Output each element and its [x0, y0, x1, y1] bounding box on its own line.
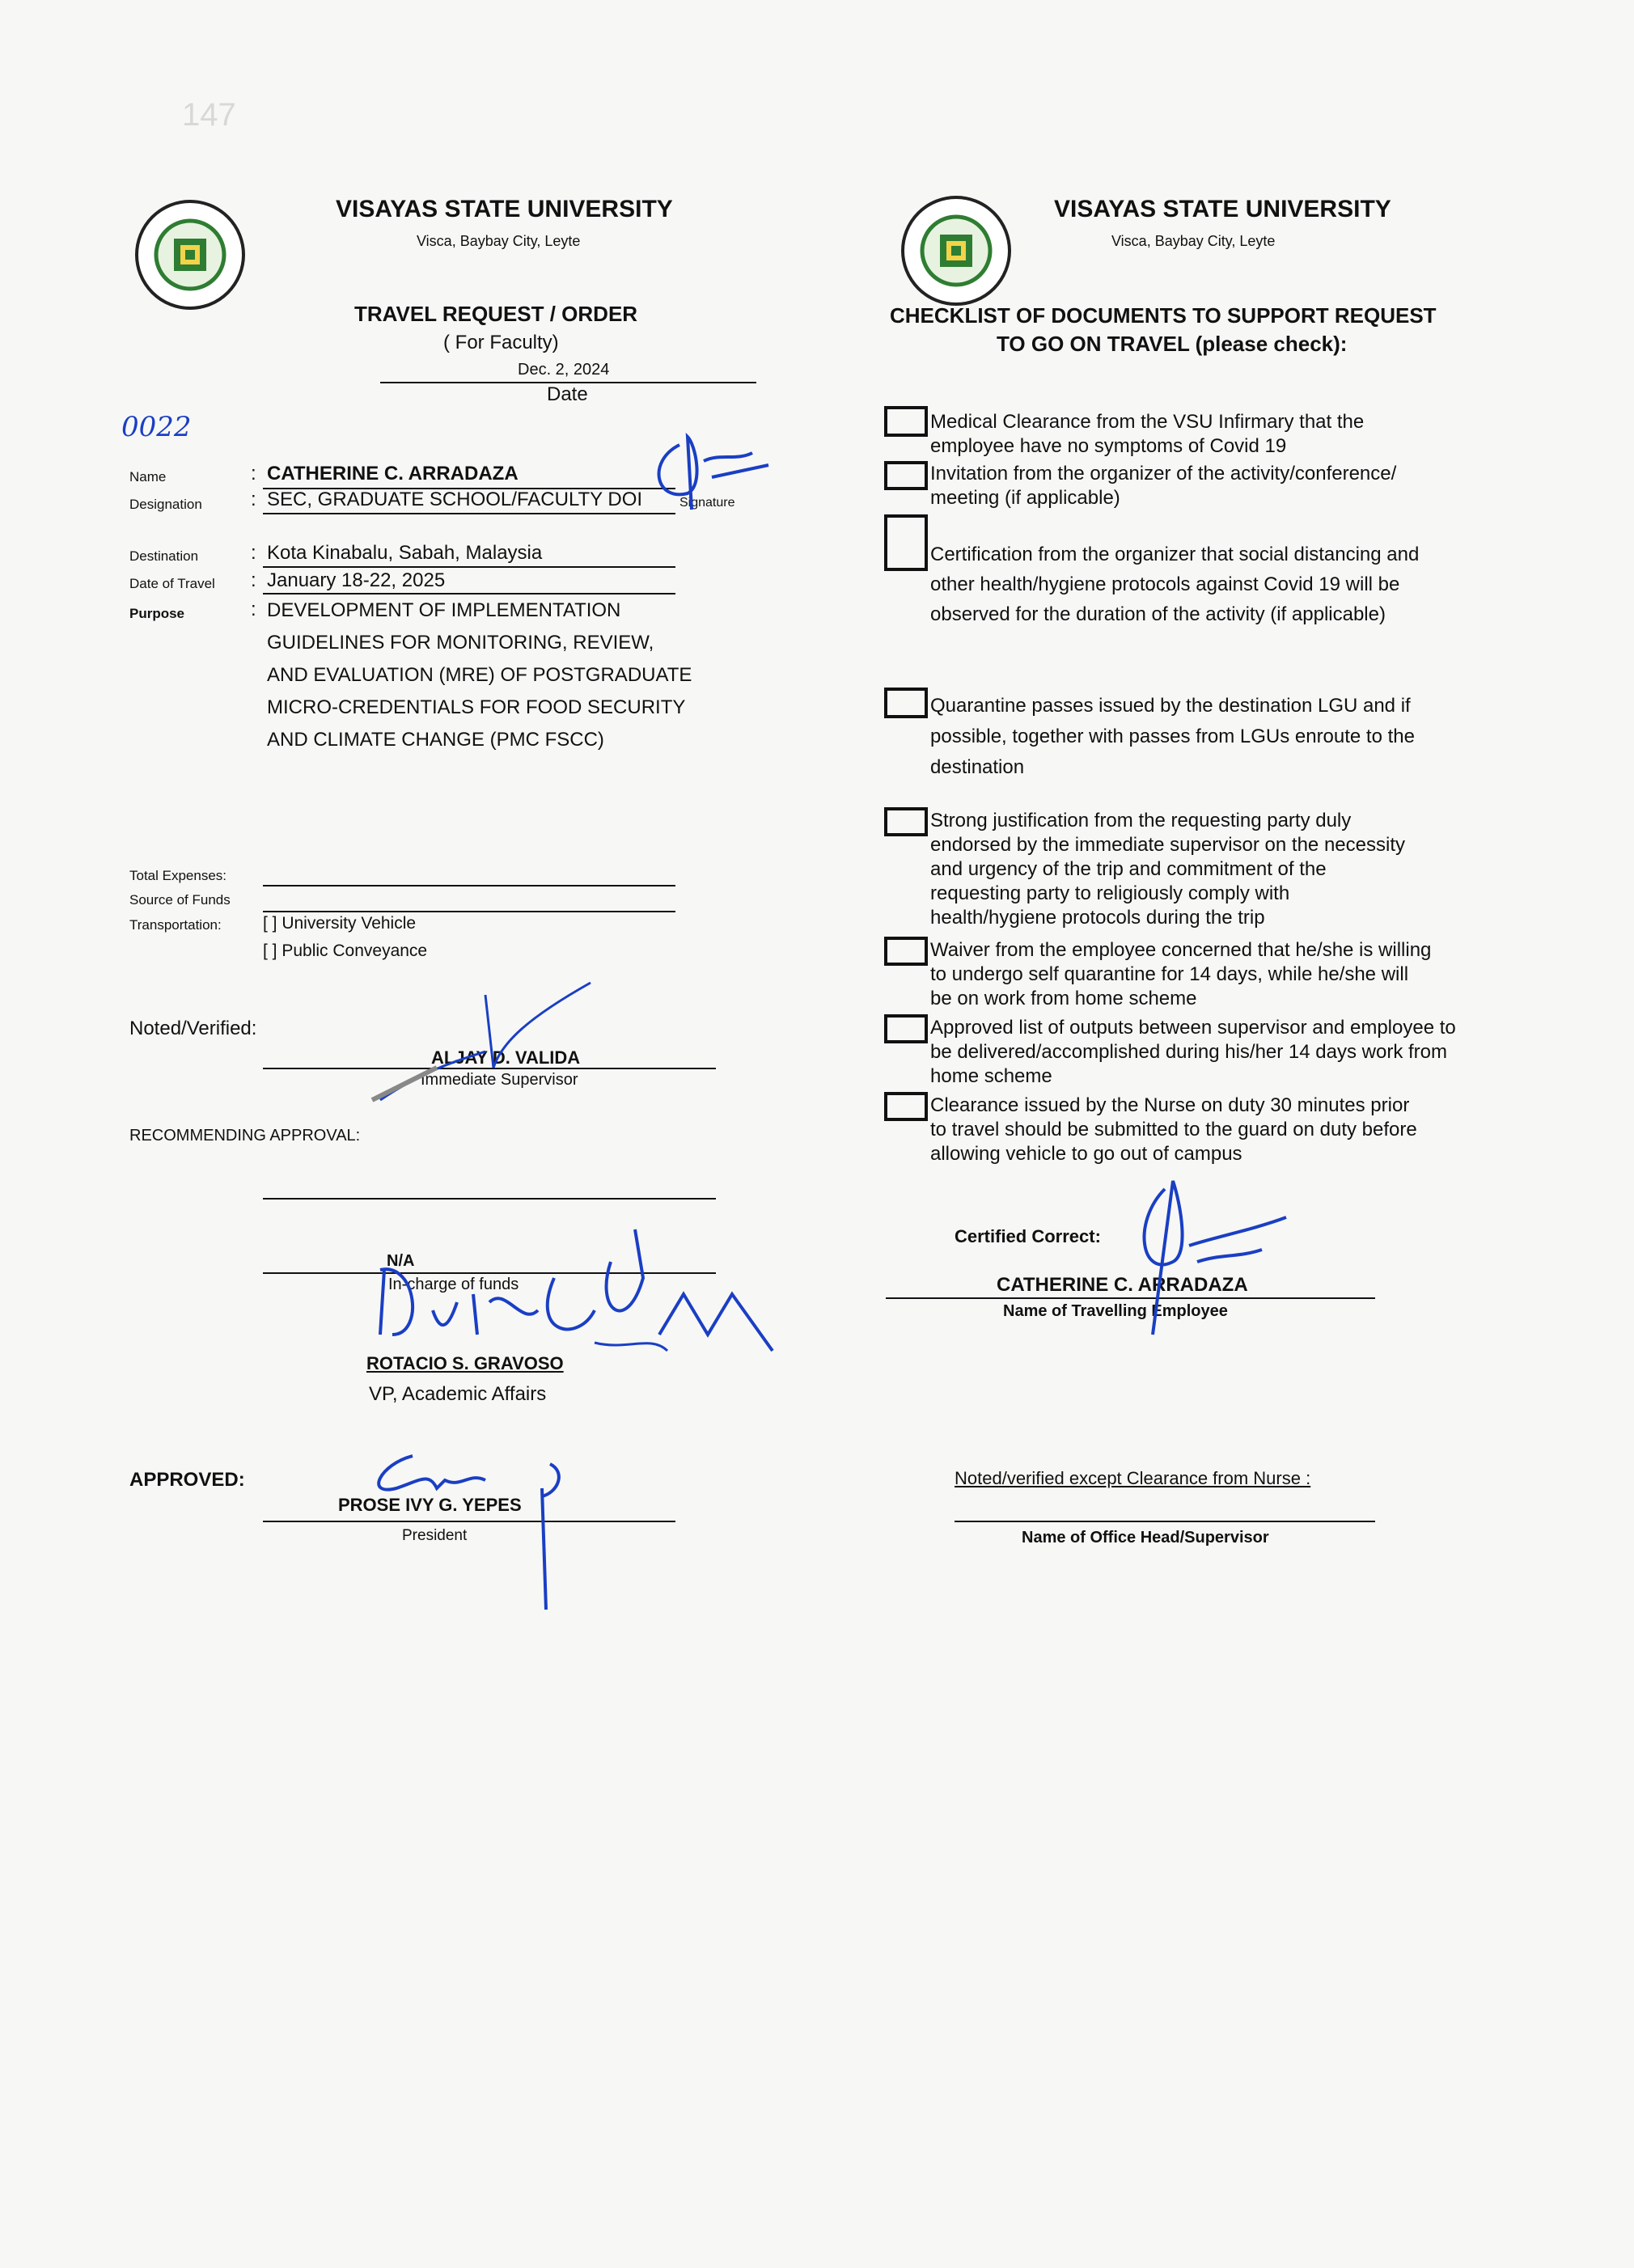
funds-value: N/A: [387, 1252, 415, 1270]
purpose-colon: :: [251, 599, 256, 620]
form-title: TRAVEL REQUEST / ORDER: [354, 302, 638, 326]
university-address: Visca, Baybay City, Leyte: [417, 233, 581, 249]
destination-label: Destination: [129, 548, 199, 564]
employee-name: CATHERINE C. ARRADAZA: [997, 1274, 1248, 1296]
approved-label: APPROVED:: [129, 1469, 245, 1491]
university-name: VISAYAS STATE UNIVERSITY: [336, 196, 673, 222]
designation-label: Designation: [129, 497, 202, 512]
signature-gravoso-icon: [368, 1213, 789, 1391]
purpose-text: [267, 595, 720, 756]
checkbox-invitation[interactable]: [884, 461, 928, 490]
date-of-travel-value: January 18-22, 2025: [267, 569, 446, 591]
date-label: Date: [547, 383, 588, 405]
employee-title: Name of Travelling Employee: [1003, 1302, 1228, 1320]
checklist-item-invitation: Invitation from the organizer of the activity/conference/ meeting (if applicable): [930, 463, 1397, 509]
checklist-item-waiver: Waiver from the employee concerned that he/she is willing to undergo self quarantine for 14 days, while he/she will be on work from home scheme: [930, 939, 1432, 1009]
name-colon: :: [251, 463, 256, 484]
destination-value: Kota Kinabalu, Sabah, Malaysia: [267, 542, 543, 564]
signature-arradaza-icon: [615, 429, 777, 526]
signature-label: Signature: [679, 496, 735, 510]
checkbox-nurse-clearance[interactable]: [884, 1092, 928, 1121]
signature-arradaza-certified-icon: [1116, 1173, 1310, 1351]
funds-title: In-charge of funds: [388, 1276, 519, 1293]
checkbox-medical-clearance[interactable]: [884, 406, 928, 437]
source-of-funds-label: Source of Funds: [129, 892, 231, 908]
destination-colon: :: [251, 542, 256, 564]
checkbox-approved-outputs[interactable]: [884, 1014, 928, 1043]
designation-value: SEC, GRADUATE SCHOOL/FACULTY DOI: [267, 489, 643, 510]
source-of-funds-underline: [263, 911, 675, 912]
university-name: VISAYAS STATE UNIVERSITY: [1054, 196, 1391, 222]
office-head-line: [955, 1521, 1375, 1522]
checklist-item-strong-justification: Strong justification from the requesting party duly endorsed by the immediate supervisor on the necessity and urgency of the trip and commitment of the requesting party to religiously comply with health/hygiene protocols during the trip: [930, 810, 1405, 929]
university-address: Visca, Baybay City, Leyte: [1111, 233, 1276, 249]
date-value: Dec. 2, 2024: [518, 361, 610, 379]
vp-name: ROTACIO S. GRAVOSO: [366, 1353, 564, 1373]
checklist-title-line2: TO GO ON TRAVEL (please check):: [997, 332, 1348, 356]
public-conveyance-option[interactable]: [ ] Public Conveyance: [263, 941, 428, 960]
designation-colon: :: [251, 489, 256, 510]
office-head-title: Name of Office Head/Supervisor: [1022, 1529, 1269, 1547]
noted-verified-label: Noted/Verified:: [129, 1018, 257, 1039]
signature-yepes-icon: [348, 1440, 591, 1618]
purpose-line: AND CLIMATE CHANGE (PMC FSCC): [267, 729, 604, 751]
checkbox-strong-justification[interactable]: [884, 807, 928, 836]
immediate-supervisor-title: Immediate Supervisor: [421, 1071, 578, 1089]
recommending-line: [263, 1198, 716, 1200]
university-seal-icon: [900, 194, 1013, 307]
checklist-item-approved-outputs: Approved list of outputs between supervisor and employee to be delivered/accomplished during his/her 14 days work from home scheme: [930, 1017, 1456, 1087]
immediate-supervisor-name: ALJAY D. VALIDA: [431, 1047, 581, 1068]
destination-underline: [263, 566, 675, 568]
checkbox-certification[interactable]: [884, 514, 928, 571]
date-of-travel-colon: :: [251, 569, 256, 591]
noted-except-label: Noted/verified except Clearance from Nurse :: [955, 1468, 1311, 1488]
name-label: Name: [129, 469, 167, 484]
handwritten-number: 0022: [121, 411, 192, 443]
total-expenses-underline: [263, 885, 675, 886]
signature-valida-icon: [364, 979, 607, 1108]
name-value: CATHERINE C. ARRADAZA: [267, 463, 519, 484]
form-subtitle: ( For Faculty): [443, 332, 559, 353]
purpose-label: Purpose: [129, 606, 185, 621]
university-seal-icon: [133, 198, 247, 311]
purpose-line: AND EVALUATION (MRE) OF POSTGRADUATE: [267, 664, 692, 686]
certified-correct-label: Certified Correct:: [955, 1226, 1101, 1246]
page-number-mark: 147: [182, 97, 236, 133]
university-vehicle-option[interactable]: [ ] University Vehicle: [263, 914, 417, 933]
checkbox-quarantine-passes[interactable]: [884, 688, 928, 718]
date-of-travel-label: Date of Travel: [129, 576, 215, 591]
total-expenses-label: Total Expenses:: [129, 868, 227, 883]
checkbox-waiver[interactable]: [884, 937, 928, 966]
president-name: PROSE IVY G. YEPES: [338, 1495, 522, 1515]
checklist-item-quarantine-passes: Quarantine passes issued by the destination LGU and if possible, together with passes from LGUs enroute to the destination: [930, 695, 1415, 778]
designation-underline: [263, 513, 675, 514]
recommending-approval-label: RECOMMENDING APPROVAL:: [129, 1127, 361, 1145]
president-title: President: [402, 1527, 468, 1544]
checklist-title-line1: CHECKLIST OF DOCUMENTS TO SUPPORT REQUEST: [890, 303, 1437, 328]
checklist-item-medical-clearance: Medical Clearance from the VSU Infirmary that the employee have no symptoms of Covid 19: [930, 411, 1365, 457]
purpose-line: MICRO-CREDENTIALS FOR FOOD SECURITY: [267, 696, 686, 718]
checklist-item-nurse-clearance: Clearance issued by the Nurse on duty 30 minutes prior to travel should be submitted to the guard on duty before allowing vehicle to go out of campus: [930, 1094, 1417, 1165]
purpose-line: DEVELOPMENT OF IMPLEMENTATION: [267, 599, 621, 621]
transportation-label: Transportation:: [129, 917, 222, 933]
purpose-line: GUIDELINES FOR MONITORING, REVIEW,: [267, 632, 654, 654]
vp-title: VP, Academic Affairs: [369, 1383, 547, 1405]
checklist-item-certification: Certification from the organizer that social distancing and other health/hygiene protocols against Covid 19 will be observed for the duration of the activity (if applicable): [930, 544, 1420, 625]
